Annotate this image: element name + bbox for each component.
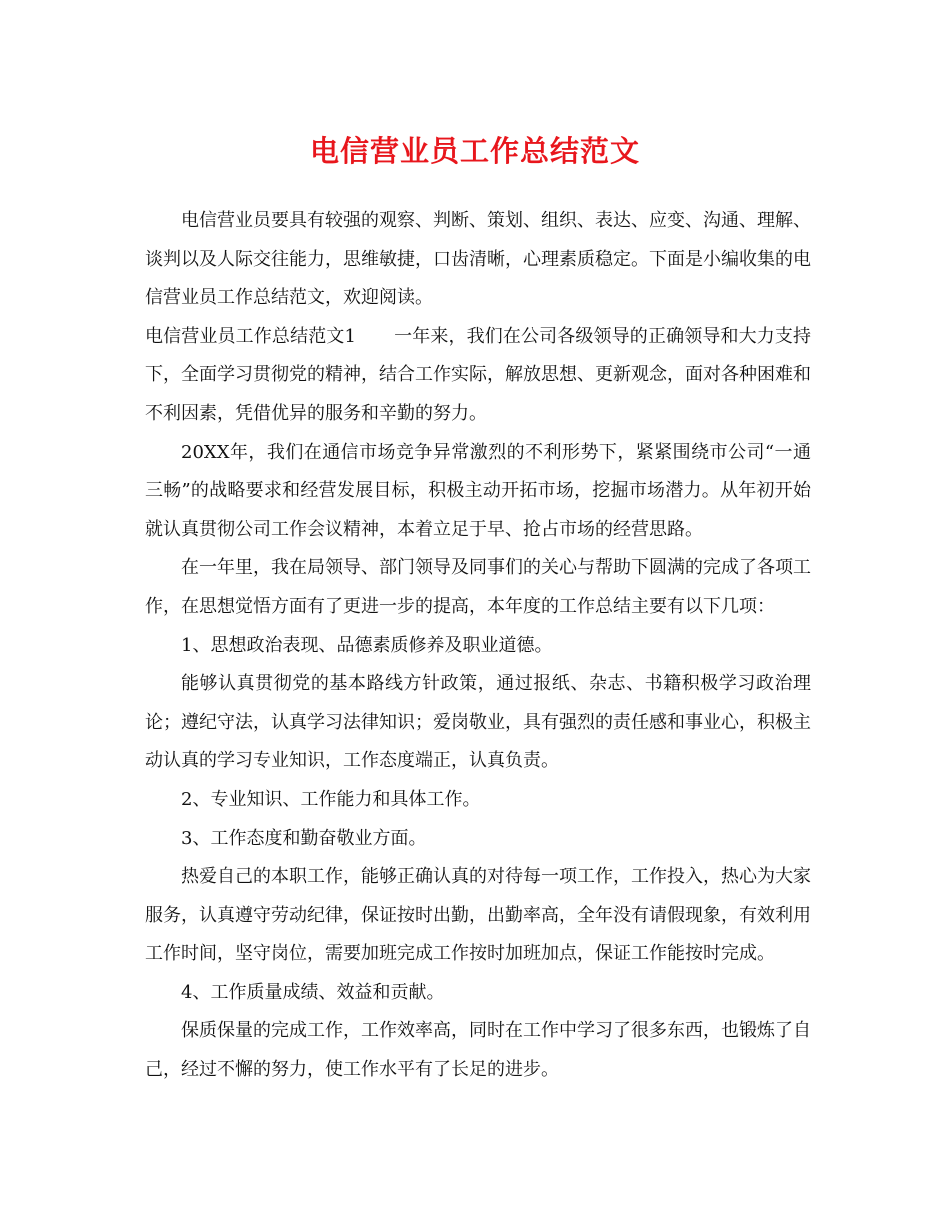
paragraph-text: 保质保量的完成工作，工作效率高，同时在工作中学习了很多东西，也锻炼了自己，经过不懈的努力，使工作水平有了长足的进步。	[145, 1020, 811, 1081]
list-item-1	[145, 627, 811, 666]
paragraph-market	[145, 434, 811, 550]
paragraph-intro	[145, 202, 811, 318]
document-body	[145, 202, 811, 1090]
paragraph-year	[145, 549, 811, 626]
list-item-4	[145, 974, 811, 1013]
paragraph-quality	[145, 1012, 811, 1089]
paragraph-text: 1、思想政治表现、品德素质修养及职业道德。	[181, 634, 553, 656]
paragraph-text: 4、工作质量成绩、效益和贡献。	[181, 981, 445, 1003]
section-heading: 电信营业员工作总结范文1	[145, 325, 356, 347]
paragraph-politics	[145, 665, 811, 781]
paragraph-text: 热爱自己的本职工作，能够正确认真的对待每一项工作，工作投入，热心为大家服务，认真遵守劳动纪律，保证按时出勤，出勤率高，全年没有请假现象，有效利用工作时间，坚守岗位，需要加班完成工作按时加班加点，保证工作能按时完成。	[145, 866, 811, 965]
paragraph-text: 3、工作态度和勤奋敬业方面。	[181, 827, 427, 849]
paragraph-text: 20XX年，我们在通信市场竞争异常激烈的不利形势下，紧紧围绕市公司“一通三畅”的战略要求和经营发展目标，积极主动开拓市场，挖掘市场潜力。从年初开始就认真贯彻公司工作会议精神，本着立足于早、抢占市场的经营思路。	[145, 441, 811, 540]
document-title: 电信营业员工作总结范文	[309, 134, 640, 168]
paragraph-section-1	[145, 318, 811, 434]
paragraph-attitude	[145, 858, 811, 974]
paragraph-text: 2、专业知识、工作能力和具体工作。	[181, 788, 481, 810]
paragraph-text: 能够认真贯彻党的基本路线方针政策，通过报纸、杂志、书籍积极学习政治理论；遵纪守法，认真学习法律知识；爱岗敬业，具有强烈的责任感和事业心，积极主动认真的学习专业知识，工作态度端正，认真负责。	[145, 673, 811, 772]
paragraph-text: 一年来，我们在公司各级领导的正确领导和大力支持下，全面学习贯彻党的精神，结合工作实际，解放思想、更新观念，面对各种困难和不利因素，凭借优异的服务和辛勤的努力。	[145, 325, 812, 424]
list-item-3	[145, 820, 811, 859]
list-item-2	[145, 781, 811, 820]
paragraph-text: 电信营业员要具有较强的观察、判断、策划、组织、表达、应变、沟通、理解、谈判以及人际交往能力，思维敏捷，口齿清晰，心理素质稳定。下面是小编收集的电信营业员工作总结范文，欢迎阅读。	[145, 210, 811, 309]
paragraph-text: 在一年里，我在局领导、部门领导及同事们的关心与帮助下圆满的完成了各项工作，在思想觉悟方面有了更进一步的提高，本年度的工作总结主要有以下几项：	[145, 557, 811, 617]
